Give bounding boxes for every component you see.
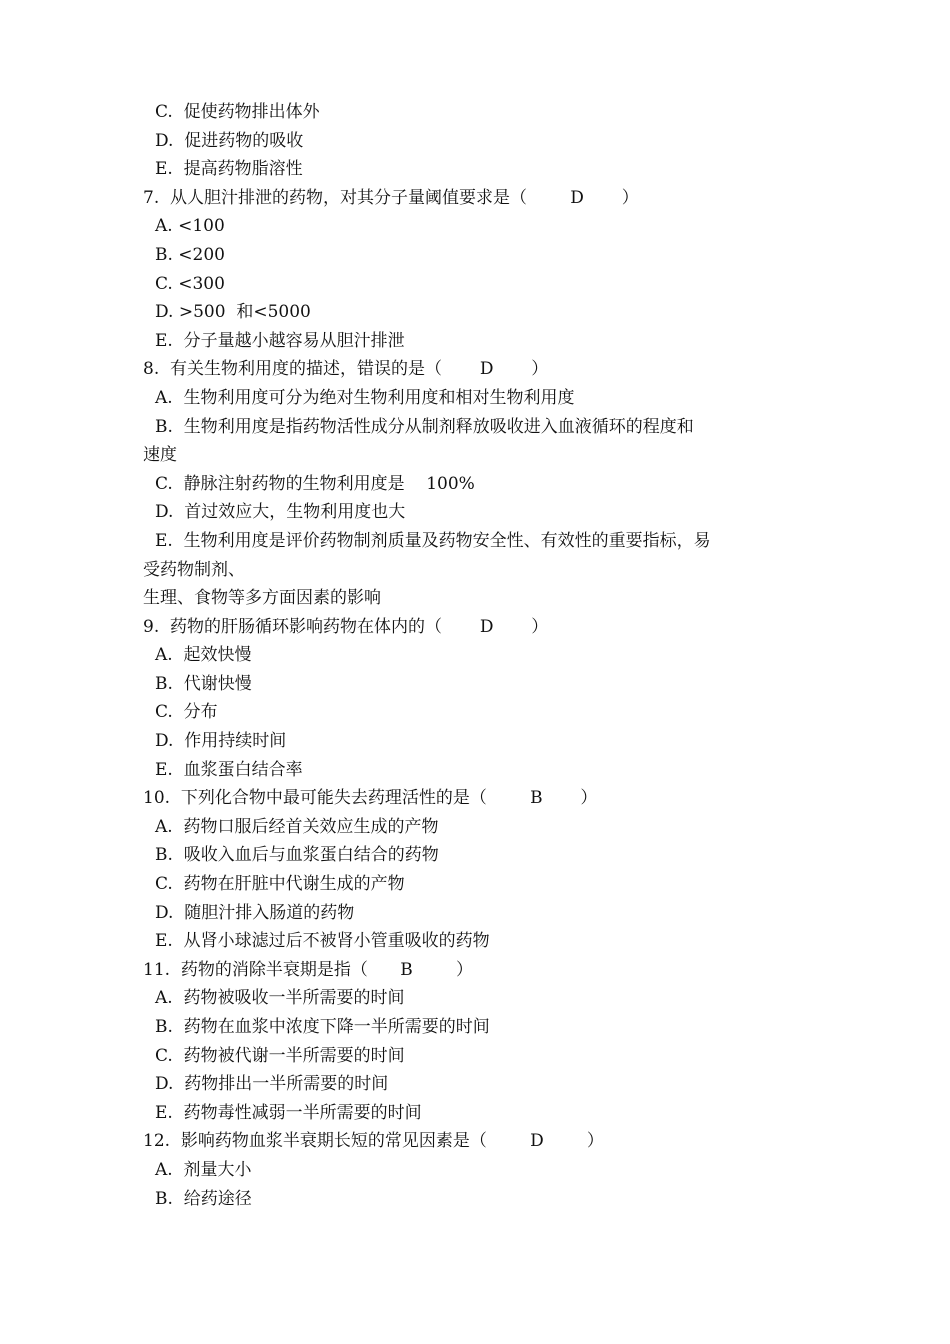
option-line: C. 促使药物排出体外: [155, 102, 320, 122]
wrapped-line: 受药物制剂、: [143, 559, 245, 580]
wrapped-line: 生理、食物等多方面因素的影响: [143, 588, 381, 609]
option-line: C. <300: [155, 273, 225, 294]
question-line: 10. 下列化合物中最可能失去药理活性的是（ B ）: [143, 788, 598, 809]
option-line: B. 生物利用度是指药物活性成分从制剂释放吸收进入血液循环的程度和: [155, 416, 694, 437]
option-line: D. >500 和<5000: [155, 302, 311, 323]
exam-question-list: [143, 98, 793, 1213]
option-line: C. 药物被代谢一半所需要的时间: [155, 1045, 405, 1066]
option-line: A. 药物口服后经首关效应生成的产物: [155, 816, 439, 837]
option-line: C. 药物在肝脏中代谢生成的产物: [155, 874, 405, 895]
option-line: E. 从肾小球滤过后不被肾小管重吸收的药物: [155, 931, 490, 952]
wrapped-line: 速度: [143, 445, 177, 466]
option-line: C. 分布: [155, 702, 218, 723]
question-line: 7. 从人胆汁排泄的药物，对其分子量阈值要求是（ D ）: [143, 187, 639, 208]
option-line: A. 药物被吸收一半所需要的时间: [155, 988, 405, 1009]
option-line: E. 生物利用度是评价药物制剂质量及药物安全性、有效性的重要指标，易: [155, 530, 711, 551]
option-line: E. 药物毒性减弱一半所需要的时间: [155, 1102, 422, 1123]
option-line: D. 促进药物的吸收: [155, 130, 304, 151]
option-line: B. 药物在血浆中浓度下降一半所需要的时间: [155, 1017, 490, 1037]
option-line: B. 吸收入血后与血浆蛋白结合的药物: [155, 845, 439, 866]
option-line: B. 代谢快慢: [155, 673, 252, 694]
option-line: C. 静脉注射药物的生物利用度是 100%: [155, 473, 475, 494]
question-line: 11. 药物的消除半衰期是指（ B ）: [143, 959, 473, 980]
option-line: E. 血浆蛋白结合率: [155, 759, 303, 780]
option-line: E. 提高药物脂溶性: [155, 159, 303, 180]
option-line: A. 生物利用度可分为绝对生物利用度和相对生物利用度: [155, 387, 575, 408]
option-line: A. 起效快慢: [155, 645, 252, 666]
option-line: E. 分子量越小越容易从胆汁排泄: [155, 330, 405, 351]
question-line: 9. 药物的肝肠循环影响药物在体内的（ D ）: [143, 616, 549, 637]
option-line: A. 剂量大小: [155, 1159, 252, 1180]
option-line: B. 给药途径: [155, 1188, 252, 1209]
option-line: D. 随胆汁排入肠道的药物: [155, 902, 355, 923]
question-line: 12. 影响药物血浆半衰期长短的常见因素是（ D ）: [143, 1131, 604, 1152]
question-line: 8. 有关生物利用度的描述，错误的是（ D ）: [143, 359, 549, 380]
option-line: D. 作用持续时间: [155, 731, 287, 752]
option-line: B. <200: [155, 244, 225, 265]
option-line: D. 药物排出一半所需要的时间: [155, 1074, 389, 1095]
option-line: A. <100: [155, 216, 225, 237]
option-line: D. 首过效应大，生物利用度也大: [155, 502, 406, 523]
